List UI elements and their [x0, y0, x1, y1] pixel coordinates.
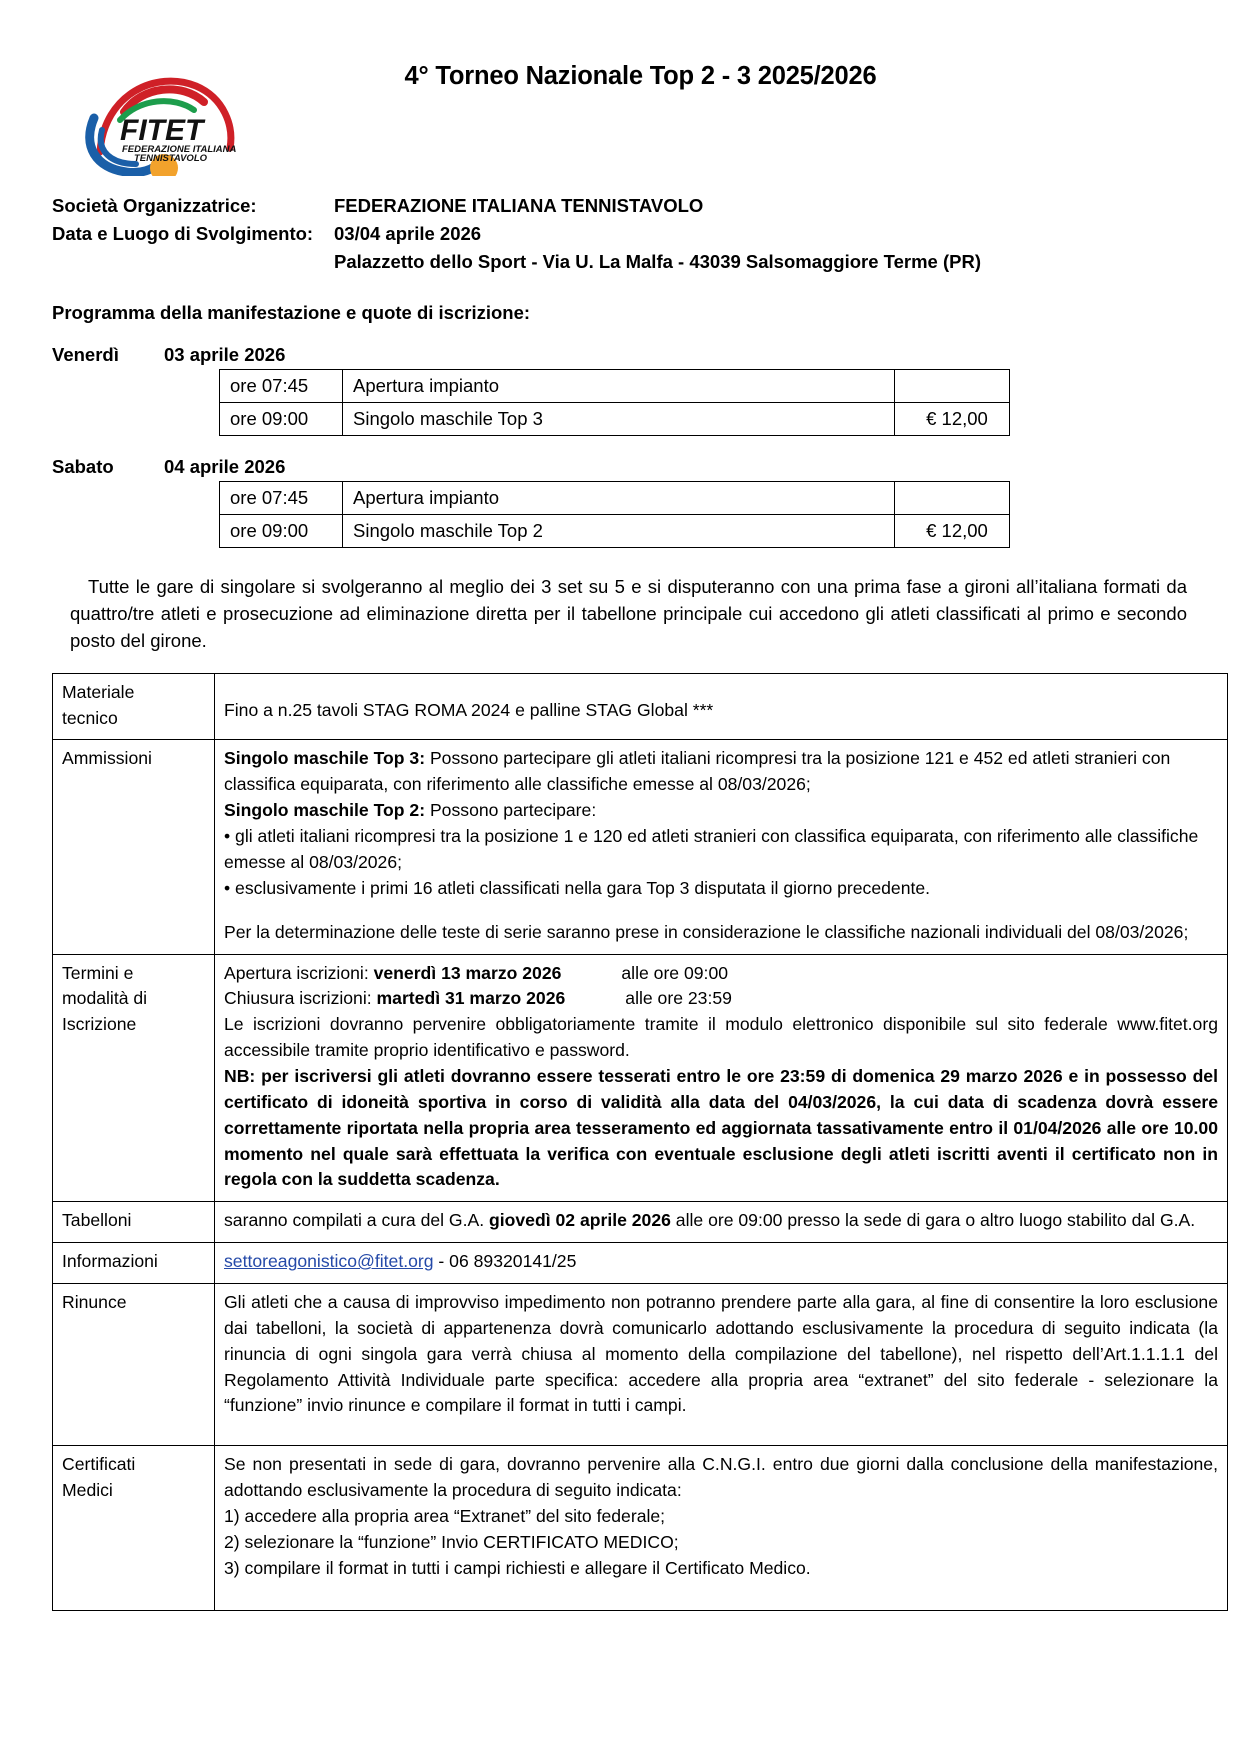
ammissioni-bullet-2: • esclusivamente i primi 16 atleti classificati nella gara Top 3 disputata il giorno precedente. [224, 877, 931, 898]
table-row [220, 515, 1010, 548]
logo-subtitle-2: TENNISTAVOLO [134, 153, 208, 164]
table-row-certificati [53, 1446, 1228, 1611]
ammissioni-teste-di-serie: Per la determinazione delle teste di serie saranno prese in considerazione le classifiche nazionali individuali del 08/03/2026; [224, 921, 1189, 942]
rinunce-text: Gli atleti che a causa di improvviso impedimento non potranno prendere parte alla gara, al fine di consentire la loro esclusione dai tabelloni, la società di appartenenza dovrà comunicarlo adottando esclusivamente la procedura di seguito indicata (la rinuncia di ogni singola gara verrà chiusa al momento della compilazione del tabellone), nel rispetto dell’Art.1.1.1.1 del Regolamento Attività Individuale parte specifica: accedere alla propria area “extranet” del sito federale - selezionare la “funzione” invio rinunce e compilare il format in tutti i campi. [224, 1291, 1218, 1416]
logo-wordmark: FITET [120, 114, 204, 147]
table-row-rinunce [53, 1283, 1228, 1445]
row-value-rinunce [215, 1283, 1228, 1445]
top3-text: Possono partecipare gli atleti italiani ricompresi tra la posizione 121 e 452 ed atleti stranieri con classifica equiparata, con riferimento alle classifiche emesse al 08/03/2026; [224, 748, 1171, 795]
fitet-logo [78, 68, 246, 176]
day-header-saturday [52, 456, 1189, 478]
row-value-termini [215, 954, 1228, 1202]
email-link[interactable]: settoreagonistico@fitet.org [224, 1251, 434, 1272]
schedule-fee: € 12,00 [895, 515, 1010, 548]
chiusura-time: alle ore 23:59 [625, 988, 732, 1009]
ammissioni-bullet-1: • gli atleti italiani ricompresi tra la posizione 1 e 120 ed atleti stranieri con classifica equiparata, con riferimento alle classifiche emesse al 08/03/2026; [224, 826, 1199, 872]
apertura-label: Apertura iscrizioni: [224, 962, 374, 983]
info-table [52, 673, 1228, 1611]
materiale-label-line1: Materiale [62, 681, 135, 702]
venue-line: Palazzetto dello Sport - Via U. La Malfa - 43039 Salsomaggiore Terme (PR) [334, 251, 981, 273]
cell-bottom-spacer [224, 1419, 1218, 1437]
row-label-tabelloni: Tabelloni [53, 1202, 215, 1243]
row-value-informazioni [215, 1243, 1228, 1284]
table-row-tabelloni [53, 1202, 1228, 1243]
table-row-materiale [53, 673, 1228, 740]
organizer-value: FEDERAZIONE ITALIANA TENNISTAVOLO [334, 195, 704, 216]
day-header-friday [52, 344, 1189, 366]
schedule-description: Singolo maschile Top 3 [343, 403, 895, 436]
day-date: 04 aprile 2026 [164, 456, 286, 478]
certificati-label-line1: Certificati [62, 1454, 136, 1475]
schedule-day-saturday [52, 456, 1189, 548]
apertura-iscrizioni-line [224, 961, 1218, 987]
tabelloni-before: saranno compilati a cura del G.A. [224, 1210, 490, 1231]
tabelloni-text [224, 1208, 1218, 1234]
row-label-rinunce: Rinunce [53, 1283, 215, 1445]
schedule-table-saturday [219, 481, 1010, 548]
certificati-intro: Se non presentati in sede di gara, dovranno pervenire alla C.N.G.I. entro due giorni dalla conclusione della manifestazione, adottando esclusivamente la procedura di seguito indicata: [224, 1454, 1218, 1501]
tabelloni-after: alle ore 09:00 presso la sede di gara o altro luogo stabilito dal G.A. [670, 1210, 1196, 1231]
paragraph-spacer [224, 902, 1218, 920]
schedule-day-friday [52, 344, 1189, 436]
informazioni-text [224, 1249, 1218, 1275]
schedule-time: ore 09:00 [220, 515, 343, 548]
certificati-step-3: 3) compilare il format in tutti i campi richiesti e allegare il Certificato Medico. [224, 1557, 811, 1578]
top2-text: Possono partecipare: [425, 800, 597, 821]
row-value-materiale [215, 673, 1228, 740]
certificati-step-1: 1) accedere alla propria area “Extranet” del sito federale; [224, 1505, 666, 1526]
organizer-row [52, 192, 1189, 220]
termini-label-line3: Iscrizione [62, 1014, 137, 1035]
row-label-ammissioni: Ammissioni [53, 740, 215, 954]
termini-label-line2: modalità di [62, 988, 148, 1009]
row-label-certificati [53, 1446, 215, 1611]
tabelloni-date: giovedì 02 aprile 2026 [489, 1210, 671, 1231]
row-label-termini [53, 954, 215, 1202]
organizer-label: Società Organizzatrice: [52, 195, 257, 216]
row-value-ammissioni [215, 740, 1228, 954]
weekday-label: Venerdì [52, 344, 119, 366]
logo-subtitle-1: FEDERAZIONE ITALIANA [122, 144, 237, 155]
modalita-text: Le iscrizioni dovranno pervenire obbligatoriamente tramite il modulo elettronico disponibile sul sito federale www.fitet.org accessibile tramite proprio identificativo e password. [224, 1014, 1218, 1061]
table-row [220, 370, 1010, 403]
chiusura-iscrizioni-line [224, 986, 1218, 1012]
materiale-text: Fino a n.25 tavoli STAG ROMA 2024 e palline STAG Global *** [224, 699, 714, 720]
materiale-label-line2: tecnico [62, 707, 118, 728]
informazioni-phone: - 06 89320141/25 [433, 1251, 577, 1272]
schedule-description: Apertura impianto [343, 370, 895, 403]
date-place-label: Data e Luogo di Svolgimento: [52, 223, 314, 245]
apertura-time: alle ore 09:00 [621, 962, 729, 983]
row-label-informazioni: Informazioni [53, 1243, 215, 1284]
formula-paragraph: Tutte le gare di singolare si svolgeranno al meglio dei 3 set su 5 e si disputeranno con una prima fase a gironi all’italiana formati da quattro/tre atleti e prosecuzione ad eliminazione diretta per il tabellone principale cui accedono gli atleti classificati al primo e secondo posto del girone. [70, 576, 1187, 651]
day-date: 03 aprile 2026 [164, 344, 286, 366]
schedule-fee [895, 370, 1010, 403]
weekday-label: Sabato [52, 456, 114, 478]
ammissioni-top2 [224, 798, 1218, 824]
schedule-description: Singolo maschile Top 2 [343, 515, 895, 548]
top3-bold: Singolo maschile Top 3: [224, 748, 426, 769]
schedule-time: ore 07:45 [220, 370, 343, 403]
schedule-fee: € 12,00 [895, 403, 1010, 436]
date-place-row [52, 220, 1189, 248]
cell-top-spacer [224, 680, 1218, 698]
programme-heading: Programma della manifestazione e quote di iscrizione: [52, 302, 531, 324]
table-row-ammissioni [53, 740, 1228, 954]
row-label-materiale [53, 673, 215, 740]
table-row-informazioni [53, 1243, 1228, 1284]
schedule-time: ore 09:00 [220, 403, 343, 436]
page-title: 4° Torneo Nazionale Top 2 - 3 2025/2026 [404, 62, 877, 90]
certificati-label-line2: Medici [62, 1480, 113, 1501]
row-value-tabelloni [215, 1202, 1228, 1243]
table-row [220, 482, 1010, 515]
document-header [52, 34, 1189, 164]
schedule-description: Apertura impianto [343, 482, 895, 515]
schedule-fee [895, 482, 1010, 515]
nb-text: NB: per iscriversi gli atleti dovranno essere tesserati entro le ore 23:59 di domenica 29 marzo 2026 e in possesso del certificato di idoneità sportiva in corso di validità alla data del 04/03/2026, la cui data di scadenza dovrà essere correttamente riportata nella propria area tesseramento ed aggiornata tassativamente entro il 01/04/2026 alle ore 10.00 momento nel quale sarà effettuata la verifica con eventuale esclusione degli atleti iscritti aventi il certificato non in regola con la suddetta scadenza. [224, 1065, 1218, 1190]
row-value-certificati [215, 1446, 1228, 1611]
chiusura-label: Chiusura iscrizioni: [224, 988, 377, 1009]
chiusura-date: martedì 31 marzo 2026 [376, 988, 566, 1009]
termini-label-line1: Termini e [62, 962, 134, 983]
schedule-table-friday [219, 369, 1010, 436]
apertura-date: venerdì 13 marzo 2026 [373, 962, 562, 983]
certificati-step-2: 2) selezionare la “funzione” Invio CERTIFICATO MEDICO; [224, 1531, 679, 1552]
schedule-time: ore 07:45 [220, 482, 343, 515]
intro-block [52, 192, 1189, 276]
table-row-termini [53, 954, 1228, 1202]
date-place-value: 03/04 aprile 2026 [334, 223, 482, 245]
top2-bold: Singolo maschile Top 2: [224, 800, 426, 821]
ammissioni-top3 [224, 746, 1218, 798]
table-row [220, 403, 1010, 436]
